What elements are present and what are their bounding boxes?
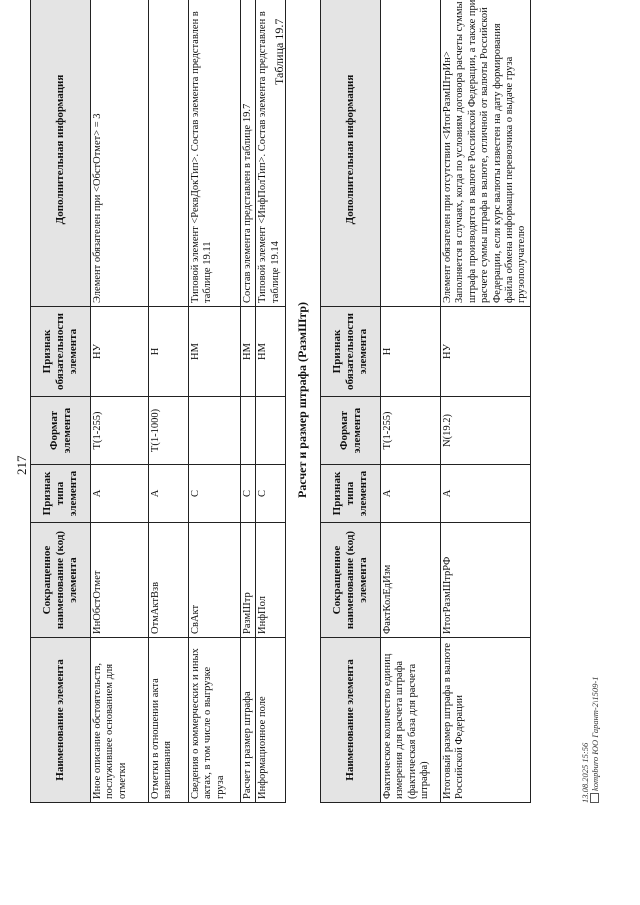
cell-type: А	[91, 465, 149, 523]
cell-type: С	[189, 465, 241, 523]
table-row	[91, 0, 149, 803]
table-label: Таблица 19.7	[272, 18, 286, 85]
cell-info: Типовой элемент <РеквДокТип>. Состав элемента представлен в таблице 19.11	[189, 0, 241, 307]
col-header-info: Дополнительная информация	[321, 0, 381, 307]
cell-required: Н	[381, 307, 441, 397]
cell-type: С	[241, 465, 256, 523]
cell-info	[149, 0, 189, 307]
table-title: Расчет и размер штрафа (РазмШтр)	[295, 302, 309, 499]
col-header-name: Наименование элемента	[31, 638, 91, 803]
cell-format: T(1-255)	[381, 397, 441, 465]
cell-format	[241, 397, 256, 465]
cell-info: Состав элемента представлен в таблице 19.7	[241, 0, 256, 307]
table-header-row	[321, 0, 381, 803]
page-number: 217	[14, 455, 29, 475]
table-header-row	[31, 0, 91, 803]
table-row	[441, 0, 531, 803]
cell-format: T(1-1000)	[149, 397, 189, 465]
elements-table	[30, 0, 286, 803]
cell-required: НМ	[256, 307, 286, 397]
cell-required: НМ	[241, 307, 256, 397]
cell-format: N(19.2)	[441, 397, 531, 465]
cell-code: ОтмАктВзв	[149, 523, 189, 638]
cell-required: Н	[149, 307, 189, 397]
checkbox-icon	[590, 793, 599, 803]
col-header-info: Дополнительная информация	[31, 0, 91, 307]
cell-info: Элемент обязателен при отсутствии <ИтогРазмШтрИн> Заполняется в случаях, когда по условиям договора расчеты суммы штрафа производятся в валюте Российской Федерации, а также при расчете суммы штрафа в валюте, отличной от валюты Российской Федерации, если курс валюты известен на дату формирования файла обмена информации перевозчика о выдаче груза грузополучателю	[441, 0, 531, 307]
col-header-required: Признак обязательности элемента	[31, 307, 91, 397]
footer-timestamp: 13.08.2025 15:56	[580, 742, 590, 803]
col-header-type: Признак типа элемента	[321, 465, 381, 523]
col-header-name: Наименование элемента	[321, 638, 381, 803]
col-header-format: Формат элемента	[31, 397, 91, 465]
footer-stamp	[580, 677, 600, 803]
table-row	[149, 0, 189, 803]
cell-format	[256, 397, 286, 465]
cell-type: А	[381, 465, 441, 523]
footer-source	[590, 677, 600, 803]
cell-name: Итоговый размер штрафа в валюте Российской Федерации	[441, 638, 531, 803]
cell-code: ИнОбстОтмет	[91, 523, 149, 638]
col-header-type: Признак типа элемента	[31, 465, 91, 523]
cell-code: ИнфПол	[256, 523, 286, 638]
table-row	[189, 0, 241, 803]
cell-name: Информационное поле	[256, 638, 286, 803]
cell-required: НМ	[189, 307, 241, 397]
table-row	[256, 0, 286, 803]
cell-required: НУ	[441, 307, 531, 397]
cell-type: С	[256, 465, 286, 523]
table-row	[241, 0, 256, 803]
col-header-code: Сокращенное наименование (код) элемента	[321, 523, 381, 638]
cell-info: Типовой элемент <ИнфПолТип>. Состав элемента представлен в таблице 19.14	[256, 0, 286, 307]
cell-format	[189, 397, 241, 465]
footer-source-text: kompburo ЮО Гарант-2\1509-1	[590, 676, 601, 791]
cell-code: ФактКолЕдИзм	[381, 523, 441, 638]
cell-required: НУ	[91, 307, 149, 397]
cell-code: СвАкт	[189, 523, 241, 638]
col-header-code: Сокращенное наименование (код) элемента	[31, 523, 91, 638]
cell-name: Фактическое количество единиц измерения для расчета штрафа (фактическая база для расчета штрафа)	[381, 638, 441, 803]
col-header-required: Признак обязательности элемента	[321, 307, 381, 397]
cell-code: ИтогРазмШтрРФ	[441, 523, 531, 638]
cell-name: Расчет и размер штрафа	[241, 638, 256, 803]
cell-name: Отметки в отношении акта взвешивания	[149, 638, 189, 803]
cell-type: А	[441, 465, 531, 523]
penalty-table	[320, 0, 531, 803]
col-header-format: Формат элемента	[321, 397, 381, 465]
cell-name: Сведения о коммерческих и иных актах, в том числе о выгрузке груза	[189, 638, 241, 803]
cell-name: Иное описание обстоятельств, послужившее основанием для отметки	[91, 638, 149, 803]
cell-info	[381, 0, 441, 307]
table-row	[381, 0, 441, 803]
cell-format: T(1-255)	[91, 397, 149, 465]
cell-type: А	[149, 465, 189, 523]
cell-code: РазмШтр	[241, 523, 256, 638]
cell-info: Элемент обязателен при <ОбстОтмет> = 3	[91, 0, 149, 307]
